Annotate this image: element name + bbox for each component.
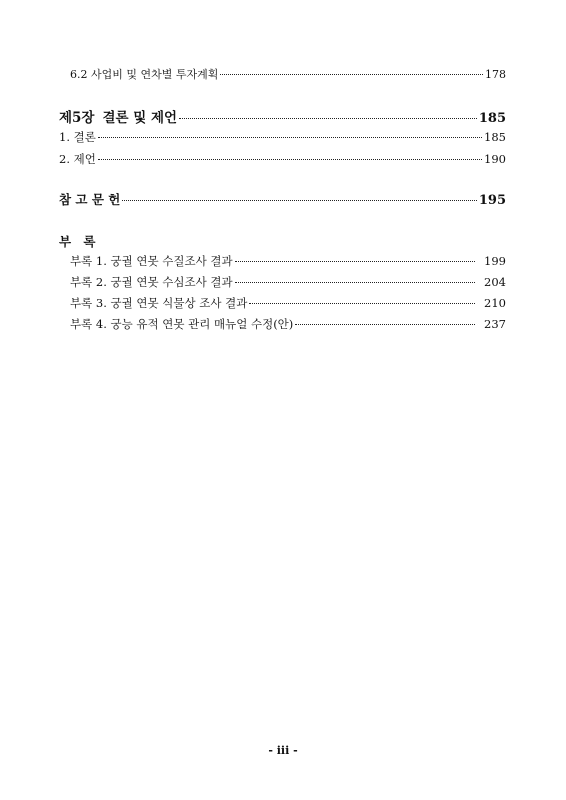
chapter-title: 결론 및 제언 xyxy=(102,110,178,126)
toc-entry-label: 부록 2. 궁궐 연못 수심조사 결과 xyxy=(70,275,233,289)
toc-entry-page: 195 xyxy=(478,193,506,208)
appendix-heading: 부 록 xyxy=(59,234,100,249)
toc-entry-suggestion xyxy=(59,151,506,167)
dot-leader xyxy=(249,303,475,304)
toc-entry-label: 1. 결론 xyxy=(59,130,96,144)
toc-entry-page: 178 xyxy=(485,68,506,81)
toc-entry-page: 237 xyxy=(484,317,506,331)
toc-appendix-1 xyxy=(70,253,506,269)
toc-appendix-4 xyxy=(70,316,506,332)
toc-entry-label: 2. 제언 xyxy=(59,152,96,166)
toc-entry-conclusion xyxy=(59,129,506,145)
toc-appendix-3 xyxy=(70,295,506,311)
toc-references xyxy=(59,190,506,208)
dot-leader xyxy=(235,261,475,262)
dot-leader xyxy=(98,159,482,160)
toc-entry-section-6-2 xyxy=(70,66,506,82)
toc-chapter-5 xyxy=(59,106,506,126)
toc-entry-label: 부록 1. 궁궐 연못 수질조사 결과 xyxy=(70,254,233,268)
toc-entry-label: 부록 3. 궁궐 연못 식물상 조사 결과 xyxy=(70,296,248,310)
toc-entry-label: 6.2 사업비 및 연차별 투자계획 xyxy=(70,68,219,81)
toc-entry-page: 185 xyxy=(478,111,506,126)
toc-entry-page: 204 xyxy=(484,275,506,289)
toc-entry-page: 185 xyxy=(484,130,506,144)
dot-leader xyxy=(122,200,477,201)
toc-entry-page: 199 xyxy=(484,254,506,268)
dot-leader xyxy=(295,324,475,325)
chapter-number: 제5장 xyxy=(59,110,95,126)
dot-leader xyxy=(220,74,483,75)
toc-entry-page: 210 xyxy=(484,296,506,310)
page-number: - iii - xyxy=(268,744,298,757)
toc-entry-label: 부록 4. 궁능 유적 연못 관리 매뉴얼 수정(안) xyxy=(70,317,294,331)
dot-leader xyxy=(179,118,477,119)
toc-entry-label: 참 고 문 헌 xyxy=(59,192,121,207)
toc-appendix-2 xyxy=(70,274,506,290)
toc-entry-page: 190 xyxy=(484,152,506,166)
dot-leader xyxy=(235,282,475,283)
dot-leader xyxy=(98,137,482,138)
